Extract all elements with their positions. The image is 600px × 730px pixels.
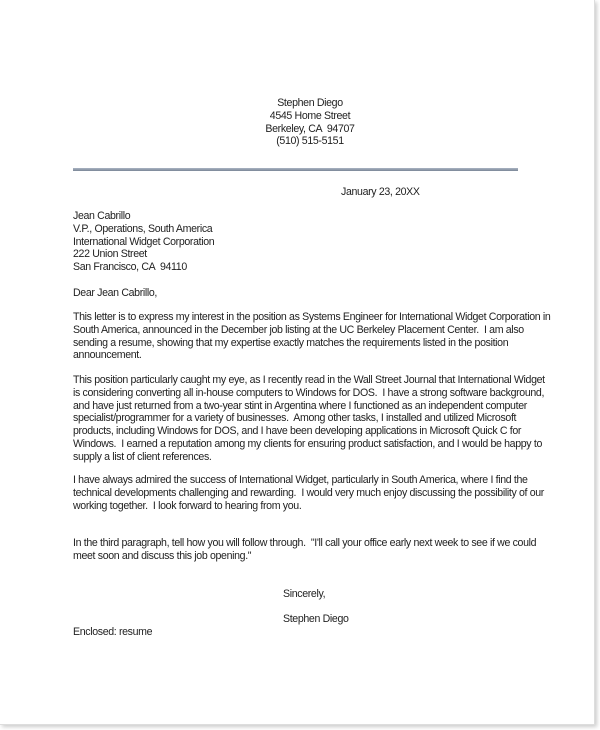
- text-line: This position particularly caught my eye, as I recently read in the Wall Street Journal that International Widget: [73, 374, 545, 386]
- text-line: I have always admired the success of International Widget, particularly in South America, where I find the: [73, 474, 528, 486]
- text-line: Windows. I earned a reputation among my clients for ensuring product satisfaction, and I would be happy to: [73, 437, 542, 450]
- text-line: technical developments challenging and rewarding. I would very much enjoy discussing the possibility of our: [73, 486, 544, 499]
- paragraph-1: [73, 311, 550, 362]
- sender-street: 4545 Home Street: [269, 109, 351, 122]
- header-divider: [73, 168, 518, 171]
- letter-date: January 23, 20XX: [341, 186, 420, 198]
- text-line: supply a list of client references.: [73, 450, 212, 463]
- text-line: In the third paragraph, tell how you will follow through. "I'll call your office early next week to see if we could: [73, 537, 537, 549]
- recipient-line: 222 Union Street: [73, 248, 147, 261]
- text-line: South America, announced in the December job listing at the UC Berkeley Placement Center. I am also: [73, 323, 524, 336]
- salutation: Dear Jean Cabrillo,: [73, 287, 158, 299]
- paragraph-4: [73, 537, 536, 563]
- text-line: products, including Windows for DOS, and I have been developing applications in Microsoft Quick C for: [73, 425, 522, 438]
- recipient-line: V.P., Operations, South America: [73, 222, 213, 235]
- enclosure-note: Enclosed: resume: [73, 626, 153, 638]
- closing: Sincerely,: [283, 588, 326, 600]
- text-line: sending a resume, showing that my expertise exactly matches the requirements listed in the position: [73, 336, 509, 349]
- text-line: working together. I look forward to hearing from you.: [73, 499, 302, 512]
- text-line: announcement.: [73, 349, 142, 362]
- sender-phone: (510) 515-5151: [276, 135, 344, 148]
- text-line: This letter is to express my interest in the position as Systems Engineer for International Widget Corporation in: [73, 311, 551, 323]
- recipient-line: San Francisco, CA 94110: [73, 261, 187, 274]
- text-line: specialist/programmer for a variety of businesses. Among other tasks, I installed and utilized Microsoft: [73, 412, 517, 425]
- sender-header: [0, 97, 600, 148]
- recipient-line: International Widget Corporation: [73, 235, 215, 248]
- paragraph-3: [73, 474, 544, 512]
- text-line: and have just returned from a two-year stint in Argentina where I functioned as an independent computer: [73, 399, 527, 412]
- recipient-line: Jean Cabrillo: [73, 210, 131, 222]
- paragraph-2: [73, 374, 545, 464]
- text-line: meet soon and discuss this job opening.": [73, 549, 252, 562]
- signature-name: Stephen Diego: [283, 613, 349, 625]
- recipient-address: [73, 210, 214, 274]
- sender-city: Berkeley, CA 94707: [265, 122, 355, 135]
- text-line: is considering converting all in-house computers to Windows for DOS. I have a strong software background,: [73, 386, 545, 399]
- sender-name: Stephen Diego: [277, 97, 343, 109]
